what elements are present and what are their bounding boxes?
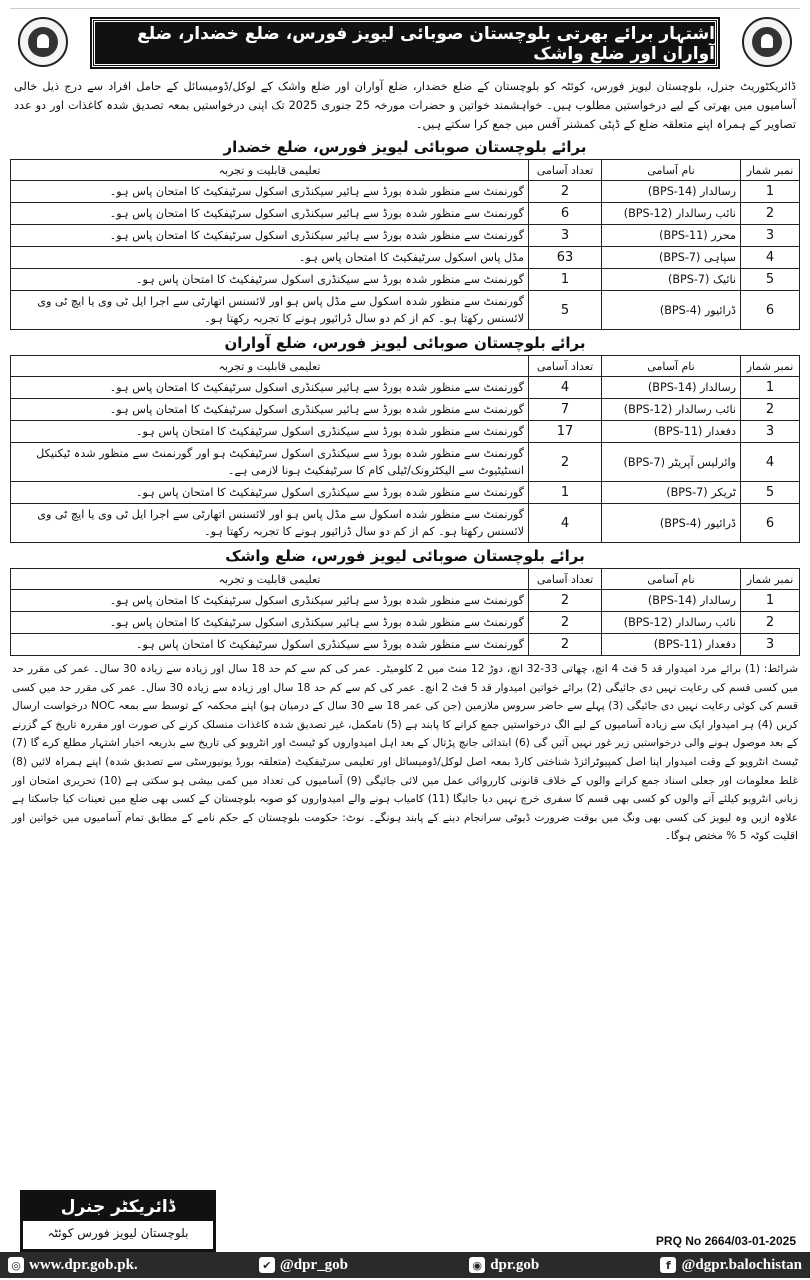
post-cell — [602, 399, 741, 421]
post-count: 63 — [529, 247, 602, 269]
qualification: گورنمنٹ سے منظور شدہ بورڈ سے سیکنڈری اسکول سرٹیفکیٹ کا امتحان پاس ہو۔ — [11, 421, 529, 443]
section-title: برائے بلوچستان صوبائی لیویز فورس، ضلع واشک — [225, 547, 585, 565]
header-qual: تعلیمی قابلیت و تجربہ — [11, 569, 529, 590]
post-grade: (BPS-12) — [623, 403, 673, 416]
signatory-title: ڈائریکٹر جنرل — [23, 1193, 213, 1221]
row-number: 5 — [741, 482, 800, 504]
social-text: dpr.gob — [490, 1256, 540, 1273]
qualification: گورنمنٹ سے منظور شدہ اسکول سے مڈل پاس ہو اور لائسنس اتھارٹی سے اجرا ایل ٹی وی یا ایچ ٹی وی لائسنس رکھتا ہو۔ کم از کم دو سال ڈرائیور ہونے کا تجربہ رکھتا ہو۔ — [11, 291, 529, 330]
table-header-row — [11, 569, 800, 590]
qualification: گورنمنٹ سے منظور شدہ بورڈ سے سیکنڈری اسکول سرٹیفکیٹ کا امتحان پاس ہو۔ — [11, 269, 529, 291]
twitter-icon: ✔ — [259, 1257, 275, 1273]
qualification: گورنمنٹ سے منظور شدہ بورڈ سے ہائیر سیکنڈری اسکول سرٹیفکیٹ کا امتحان پاس ہو۔ — [11, 225, 529, 247]
row-number: 2 — [741, 399, 800, 421]
header — [10, 13, 800, 71]
post-count: 3 — [529, 225, 602, 247]
facebook-icon: f — [660, 1257, 676, 1273]
page-title: اشتہار برائے بھرتی بلوچستان صوبائی لیویز فورس، ضلع خضدار، ضلع آواران اور ضلع واشک — [92, 19, 718, 67]
post-grade: (BPS-14) — [647, 594, 697, 607]
instagram-icon: ◉ — [469, 1257, 485, 1273]
post-name: رسالدار — [700, 185, 736, 198]
qualification: گورنمنٹ سے منظور شدہ بورڈ سے ہائیر سیکنڈری اسکول سرٹیفکیٹ کا امتحان پاس ہو۔ — [11, 612, 529, 634]
post-name: محرر — [711, 229, 736, 242]
table-row — [11, 225, 800, 247]
row-number: 1 — [741, 590, 800, 612]
post-count: 2 — [529, 634, 602, 656]
social-link[interactable] — [660, 1257, 802, 1274]
row-number: 3 — [741, 634, 800, 656]
qualification: مڈل پاس اسکول سرٹیفکیٹ کا امتحان پاس ہو۔ — [11, 247, 529, 269]
table-header-row — [11, 160, 800, 181]
top-strip — [10, 0, 800, 9]
qualification: گورنمنٹ سے منظور شدہ بورڈ سے ہائیر سیکنڈری اسکول سرٹیفکیٹ کا امتحان پاس ہو۔ — [11, 590, 529, 612]
table-row — [11, 504, 800, 543]
header-qual: تعلیمی قابلیت و تجربہ — [11, 356, 529, 377]
qualification: گورنمنٹ سے منظور شدہ بورڈ سے ہائیر سیکنڈری اسکول سرٹیفکیٹ کا امتحان پاس ہو۔ — [11, 181, 529, 203]
post-grade: (BPS-11) — [659, 229, 708, 242]
post-name: دفعدار — [705, 638, 736, 651]
table-row — [11, 421, 800, 443]
post-grade: (BPS-7) — [667, 273, 710, 286]
post-name: نائب رسالدار — [675, 616, 736, 629]
social-text: @dgpr.balochistan — [681, 1256, 802, 1273]
post-cell — [602, 443, 741, 482]
post-cell — [602, 181, 741, 203]
post-cell — [602, 421, 741, 443]
post-cell — [602, 377, 741, 399]
header-count: تعداد آسامی — [529, 356, 602, 377]
post-grade: (BPS-4) — [659, 303, 702, 317]
conditions-paragraph: شرائط: (1) برائے مرد امیدوار قد 5 فٹ 4 انچ، چھاتی 33-32 انچ، دوڑ 12 منٹ میں 2 کلومیٹر۔ عمر کی کم سے کم حد 18 سال اور زیادہ سے زیادہ 30 سال۔ عمر کی مقرر حد میں کسی قسم کی رعایت نہیں دی جائیگی (2) برائے خواتین امیدوار قد 5 فٹ 2 انچ۔ عمر کی کم سے کم حد 18 سال اور زیادہ سے زیادہ 30 سال۔ عمر کی مقرر حد میں کسی قسم کی کوئی رعایت نہیں دی جائیگی (3) پہلے سے حاضر سروس ملازمین (جن کی عمر 18 سے 30 سال کے درمیان ہو) اپنے محکمہ کے توسط سے بمعہ NOC درخواست ارسال کریں (4) ہر امیدوار ایک سے زیادہ آسامیوں کے لیے الگ درخواستیں جمع کرانے کا پابند ہے (5) نامکمل، غیر تصدیق شدہ کاغذات منسلک کرنے کی صورت اور مقررہ تاریخ کے گزرنے کے بعد موصول ہونے والی درخواستیں زیر غور نہیں آئیں گی (6) ابتدائی جانچ پڑتال کے بعد اہل امیدواروں کو ٹیسٹ اور انٹرویو کی تاریخ سے بذریعہ اخبار اشتہار مطلع کرے گا (7) ٹیسٹ انٹرویو کے وقت امیدوار اپنا اصل کمپیوٹرائزڈ شناختی کارڈ بمعہ اصل لوکل/ڈومیسائل اور تعلیمی سرٹیفکیٹ (متعلقہ بورڈ یونیورسٹی سے تصدیق شدہ) اپنے ہمراہ لائیں (8) غلط معلومات اور جعلی اسناد جمع کرانے والوں کے خلاف قانونی کارروائی عمل میں لائی جائیگی (9) آسامیوں کی تعداد میں کمی بیشی ہو سکتی ہے (10) تحریری امتحان اور زبانی انٹرویو کیلئے آنے والوں کو کسی بھی قسم کا سفری خرچ نہیں دیا جائیگا (11) کامیاب ہونے والے امیدواروں کو صوبہ بلوچستان کے کسی بھی ضلع میں تعینات کیا جاسکتا ہے علاوہ ازیں وہ لیویز کی کسی بھی ونگ میں بوقت ضرورت ڈیوٹی سرانجام دینے کے پابند ہونگے۔ نوٹ: حکومت بلوچستان کے حکم نامے کے مطابق تمام آسامیوں میں خواتین اور اقلیت کوٹہ 5 % مختص ہوگا۔ — [12, 663, 798, 843]
qualification: گورنمنٹ سے منظور شدہ بورڈ سے سیکنڈری اسکول سرٹیفکیٹ ہو اور گورنمنٹ سے منظور شدہ ٹیکنیکل انسٹیٹیوٹ سے الیکٹرونک/ٹیلی کام کا سرٹیفکیٹ ہونا لازمی ہے۔ — [11, 443, 529, 482]
post-grade: (BPS-11) — [653, 638, 703, 651]
posts-table — [10, 568, 800, 656]
post-count: 2 — [529, 590, 602, 612]
post-name: وائرلیس آپریٹر — [668, 455, 736, 469]
social-bar — [0, 1252, 810, 1278]
social-link[interactable] — [259, 1257, 348, 1274]
post-count: 2 — [529, 443, 602, 482]
row-number: 2 — [741, 612, 800, 634]
post-cell — [602, 203, 741, 225]
post-grade: (BPS-14) — [647, 185, 697, 198]
table-row — [11, 181, 800, 203]
post-grade: (BPS-7) — [623, 455, 665, 469]
post-name: دفعدار — [705, 425, 736, 438]
post-count: 4 — [529, 504, 602, 543]
section-title: برائے بلوچستان صوبائی لیویز فورس، ضلع خضدار — [223, 138, 587, 156]
header-num: نمبر شمار — [741, 160, 800, 181]
post-name: نائب رسالدار — [675, 403, 736, 416]
post-count: 2 — [529, 612, 602, 634]
table-row — [11, 291, 800, 330]
social-text: www.dpr.gob.pk. — [29, 1256, 138, 1273]
table-header-row — [11, 356, 800, 377]
row-number: 6 — [741, 291, 800, 330]
signatory-box — [20, 1190, 216, 1252]
header-count: تعداد آسامی — [529, 569, 602, 590]
signatory-org: بلوچستان لیویز فورس کوئٹہ — [47, 1226, 189, 1240]
post-name: ڈرائیور — [704, 516, 736, 530]
row-number: 1 — [741, 377, 800, 399]
table-row — [11, 482, 800, 504]
qualification: گورنمنٹ سے منظور شدہ بورڈ سے ہائیر سیکنڈری اسکول سرٹیفکیٹ کا امتحان پاس ہو۔ — [11, 203, 529, 225]
post-count: 6 — [529, 203, 602, 225]
table-row — [11, 443, 800, 482]
post-cell — [602, 482, 741, 504]
qualification: گورنمنٹ سے منظور شدہ بورڈ سے سیکنڈری اسکول سرٹیفکیٹ کا امتحان پاس ہو۔ — [11, 634, 529, 656]
post-cell — [602, 247, 741, 269]
intro-paragraph: ڈائریکٹوریٹ جنرل، بلوچستان لیویز فورس، کوئٹہ کو بلوچستان کے ضلع خضدار، ضلع آواران اور ضلع واشک کے لوکل/ڈومیسائل کے حامل افراد سے درج ذیل خالی آسامیوں میں بھرتی کے لیے درخواستیں مطلوب ہیں۔ خواہشمند خواتین و حضرات مورخہ 25 جنوری 2025 تک اپنی درخواستیں بمعہ تصدیق شدہ کاغذات اور دو عدد تصاویر کے ہمراہ اپنے متعلقہ ضلع کے ڈپٹی کمشنر آفس میں جمع کرا سکتے ہیں۔ — [14, 80, 797, 131]
table-row — [11, 269, 800, 291]
table-row — [11, 203, 800, 225]
post-grade: (BPS-7) — [666, 486, 708, 499]
post-count: 1 — [529, 269, 602, 291]
post-count: 2 — [529, 181, 602, 203]
social-text: @dpr_gob — [279, 1256, 348, 1273]
table-row — [11, 399, 800, 421]
qualification: گورنمنٹ سے منظور شدہ اسکول سے مڈل پاس ہو اور لائسنس اتھارٹی سے اجرا ایل ٹی وی یا ایچ ٹی وی لائسنس رکھتا ہو۔ کم از کم دو سال ڈرائیور ہونے کا تجربہ رکھتا ہو۔ — [11, 504, 529, 543]
row-number: 6 — [741, 504, 800, 543]
post-grade: (BPS-11) — [653, 425, 703, 438]
post-grade: (BPS-12) — [623, 207, 673, 220]
post-name: رسالدار — [700, 594, 736, 607]
header-post: نام آسامی — [602, 569, 741, 590]
table-row — [11, 612, 800, 634]
post-count: 5 — [529, 291, 602, 330]
post-cell — [602, 612, 741, 634]
header-num: نمبر شمار — [741, 569, 800, 590]
post-count: 7 — [529, 399, 602, 421]
post-cell — [602, 225, 741, 247]
post-cell — [602, 504, 741, 543]
table-row — [11, 590, 800, 612]
post-grade: (BPS-7) — [658, 251, 701, 264]
table-row — [11, 634, 800, 656]
header-post: نام آسامی — [602, 160, 741, 181]
globe-icon: ◎ — [8, 1257, 24, 1273]
posts-table — [10, 355, 800, 543]
qualification: گورنمنٹ سے منظور شدہ بورڈ سے ہائیر سیکنڈری اسکول سرٹیفکیٹ کا امتحان پاس ہو۔ — [11, 399, 529, 421]
table-row — [11, 247, 800, 269]
posts-table — [10, 159, 800, 330]
post-name: ڈرائیور — [704, 303, 736, 317]
row-number: 1 — [741, 181, 800, 203]
post-count: 4 — [529, 377, 602, 399]
post-cell — [602, 269, 741, 291]
post-count: 17 — [529, 421, 602, 443]
row-number: 4 — [741, 247, 800, 269]
header-count: تعداد آسامی — [529, 160, 602, 181]
post-name: نائیک — [712, 273, 736, 286]
row-number: 3 — [741, 225, 800, 247]
prq-number: PRQ No 2664/03-01-2025 — [655, 1234, 796, 1248]
post-name: ٹریکر — [711, 486, 736, 499]
emblem-icon — [742, 17, 792, 67]
row-number: 4 — [741, 443, 800, 482]
social-link[interactable] — [469, 1257, 539, 1274]
post-cell — [602, 634, 741, 656]
post-grade: (BPS-12) — [623, 616, 673, 629]
post-name: نائب رسالدار — [675, 207, 736, 220]
section-title: برائے بلوچستان صوبائی لیویز فورس، ضلع آواران — [224, 334, 586, 352]
header-post: نام آسامی — [602, 356, 741, 377]
post-count: 1 — [529, 482, 602, 504]
row-number: 3 — [741, 421, 800, 443]
header-qual: تعلیمی قابلیت و تجربہ — [11, 160, 529, 181]
qualification: گورنمنٹ سے منظور شدہ بورڈ سے سیکنڈری اسکول سرٹیفکیٹ کا امتحان پاس ہو۔ — [11, 482, 529, 504]
post-grade: (BPS-14) — [647, 381, 697, 394]
footer — [10, 1190, 800, 1250]
table-row — [11, 377, 800, 399]
row-number: 5 — [741, 269, 800, 291]
post-cell — [602, 590, 741, 612]
emblem-icon — [18, 17, 68, 67]
row-number: 2 — [741, 203, 800, 225]
header-num: نمبر شمار — [741, 356, 800, 377]
post-name: رسالدار — [700, 381, 736, 394]
qualification: گورنمنٹ سے منظور شدہ بورڈ سے ہائیر سیکنڈری اسکول سرٹیفکیٹ کا امتحان پاس ہو۔ — [11, 377, 529, 399]
sections-container — [10, 138, 800, 656]
post-grade: (BPS-4) — [659, 516, 702, 530]
social-link[interactable] — [8, 1257, 138, 1274]
post-cell — [602, 291, 741, 330]
post-name: سپاہی — [703, 251, 736, 264]
